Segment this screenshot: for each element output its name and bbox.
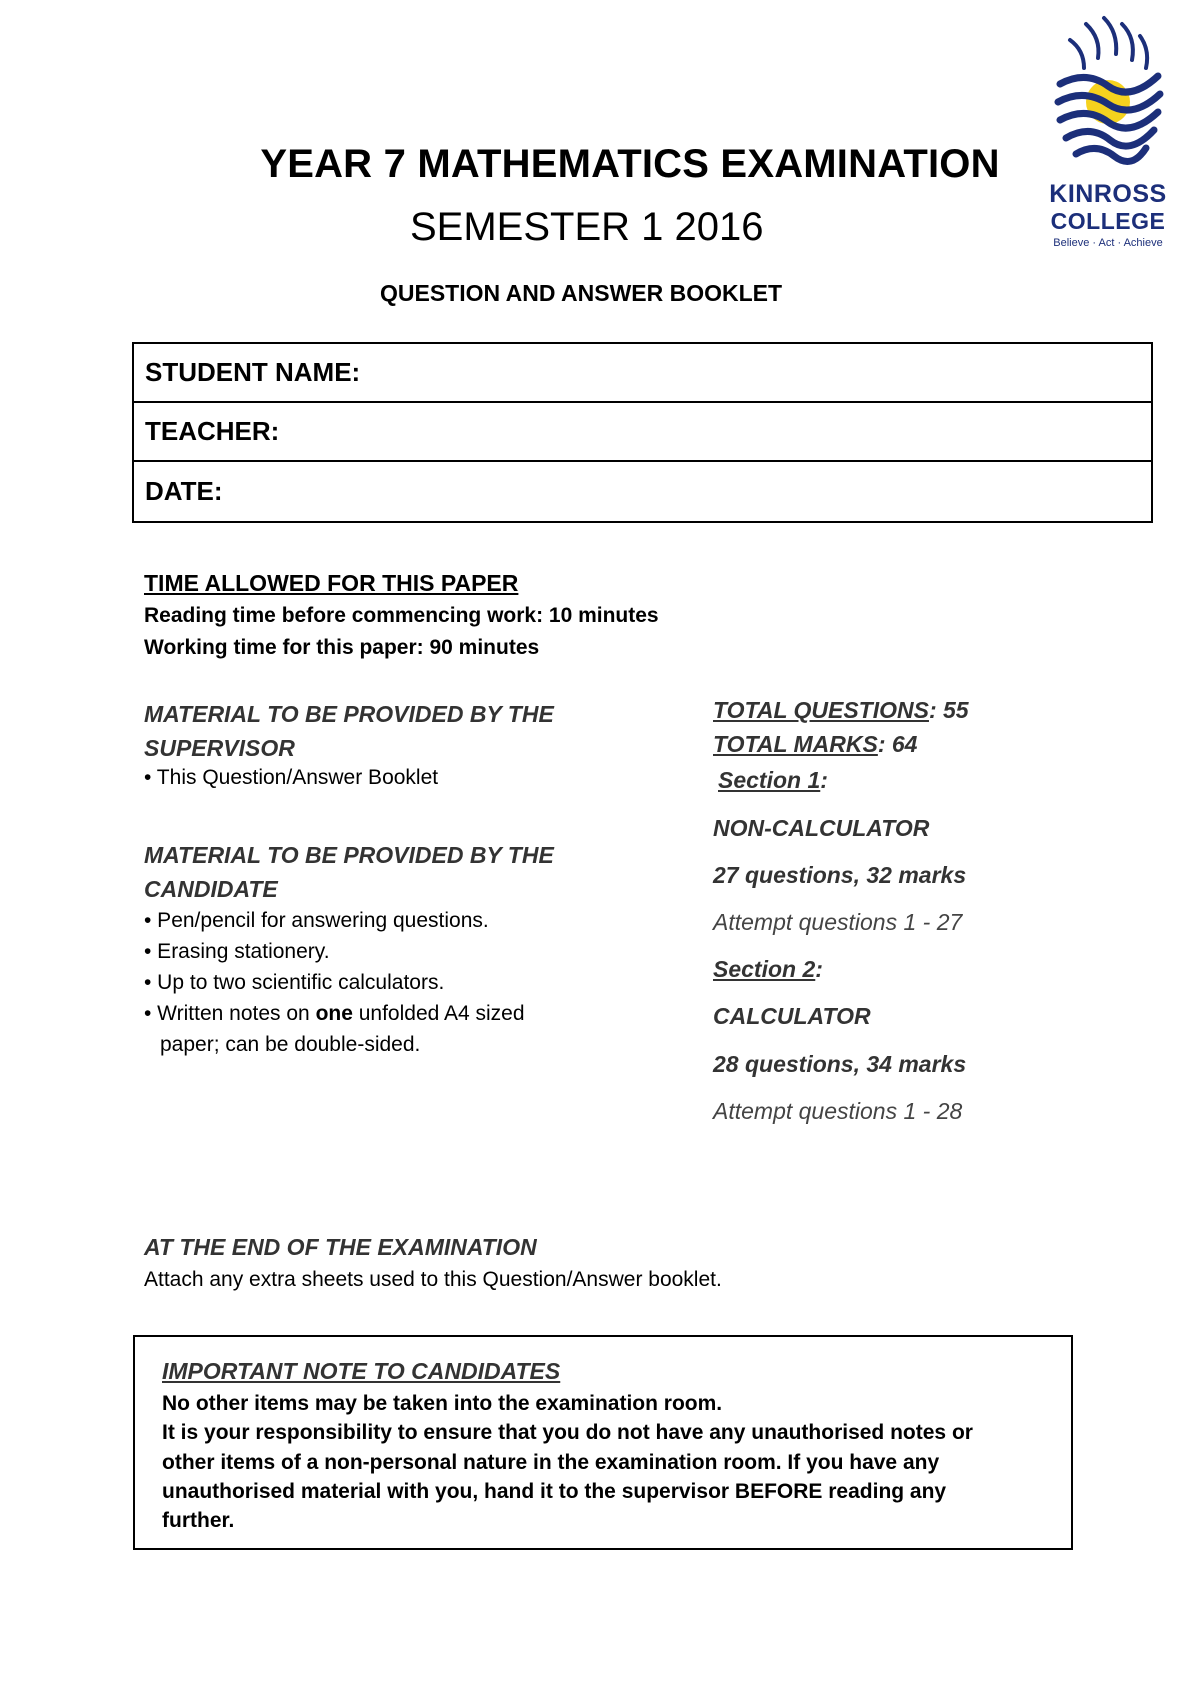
supervisor-item: • This Question/Answer Booklet (144, 766, 439, 789)
total-questions (713, 697, 969, 724)
section-1-heading (718, 767, 828, 794)
important-note-line: No other items may be taken into the examination room. (162, 1392, 723, 1415)
section-2-type: CALCULATOR (713, 1003, 871, 1029)
candidate-heading-line1: MATERIAL TO BE PROVIDED BY THE (144, 842, 554, 868)
logo-name-line2: COLLEGE (1050, 208, 1166, 234)
time-allowed-heading: TIME ALLOWED FOR THIS PAPER (144, 570, 519, 596)
section-1-summary: 27 questions, 32 marks (713, 862, 967, 888)
logo-emblem-icon (1046, 14, 1172, 174)
supervisor-heading-line2: SUPERVISOR (144, 735, 295, 761)
notes-text-bold: one (315, 1002, 353, 1025)
section-2-colon: : (815, 956, 823, 982)
total-marks-label: TOTAL MARKS (713, 731, 878, 757)
notes-text-after: unfolded A4 sized (352, 1002, 525, 1025)
end-of-exam-text: Attach any extra sheets used to this Question/Answer booklet. (144, 1268, 722, 1291)
date-label: DATE: (145, 476, 223, 506)
reading-time: Reading time before commencing work: 10 minutes (144, 604, 659, 627)
date-field[interactable] (134, 462, 1151, 521)
important-note-line: further. (162, 1509, 235, 1532)
teacher-field[interactable] (134, 403, 1151, 462)
supervisor-material-heading (144, 697, 554, 765)
total-questions-value: : 55 (928, 697, 969, 723)
exam-subtitle: SEMESTER 1 2016 (410, 205, 764, 249)
candidate-item: • Pen/pencil for answering questions. (144, 909, 489, 932)
section-1-type: NON-CALCULATOR (713, 815, 930, 841)
candidate-item: • Erasing stationery. (144, 940, 330, 963)
total-marks (713, 731, 917, 758)
important-note-line: It is your responsibility to ensure that you do not have any unauthorised notes or (162, 1421, 973, 1444)
section-2-summary: 28 questions, 34 marks (713, 1051, 967, 1077)
end-of-exam-heading: AT THE END OF THE EXAMINATION (144, 1234, 537, 1260)
section-2-label: Section 2 (713, 956, 816, 982)
logo-name-line1: KINROSS (1049, 180, 1167, 208)
college-logo (1040, 14, 1180, 249)
student-name-field[interactable] (134, 344, 1151, 403)
section-1-colon: : (820, 767, 828, 793)
working-time: Working time for this paper: 90 minutes (144, 636, 540, 659)
supervisor-heading-line1: MATERIAL TO BE PROVIDED BY THE (144, 701, 554, 727)
total-marks-value: : 64 (877, 731, 918, 757)
student-info-table (132, 342, 1153, 523)
booklet-label: QUESTION AND ANSWER BOOKLET (380, 280, 783, 306)
important-note-heading: IMPORTANT NOTE TO CANDIDATES (162, 1358, 561, 1384)
section-2-attempt: Attempt questions 1 - 28 (713, 1098, 963, 1124)
candidate-item: • Up to two scientific calculators. (144, 971, 445, 994)
important-note-line: other items of a non-personal nature in the examination room. If you have any (162, 1451, 940, 1474)
notes-text-before: • Written notes on (144, 1002, 316, 1025)
candidate-item-notes (144, 1002, 525, 1026)
teacher-label: TEACHER: (145, 416, 280, 446)
logo-motto: Believe · Act · Achieve (1053, 237, 1163, 249)
exam-title: YEAR 7 MATHEMATICS EXAMINATION (260, 142, 1000, 186)
candidate-material-heading (144, 838, 554, 906)
student-name-label: STUDENT NAME: (145, 357, 361, 387)
total-questions-label: TOTAL QUESTIONS (713, 697, 929, 723)
section-2-heading (713, 956, 823, 983)
section-1-attempt: Attempt questions 1 - 27 (713, 909, 963, 935)
section-1-label: Section 1 (718, 767, 821, 793)
important-note-line: unauthorised material with you, hand it to the supervisor BEFORE reading any (162, 1480, 947, 1503)
candidate-heading-line2: CANDIDATE (144, 876, 278, 902)
candidate-item-notes-continued: paper; can be double-sided. (160, 1033, 421, 1056)
